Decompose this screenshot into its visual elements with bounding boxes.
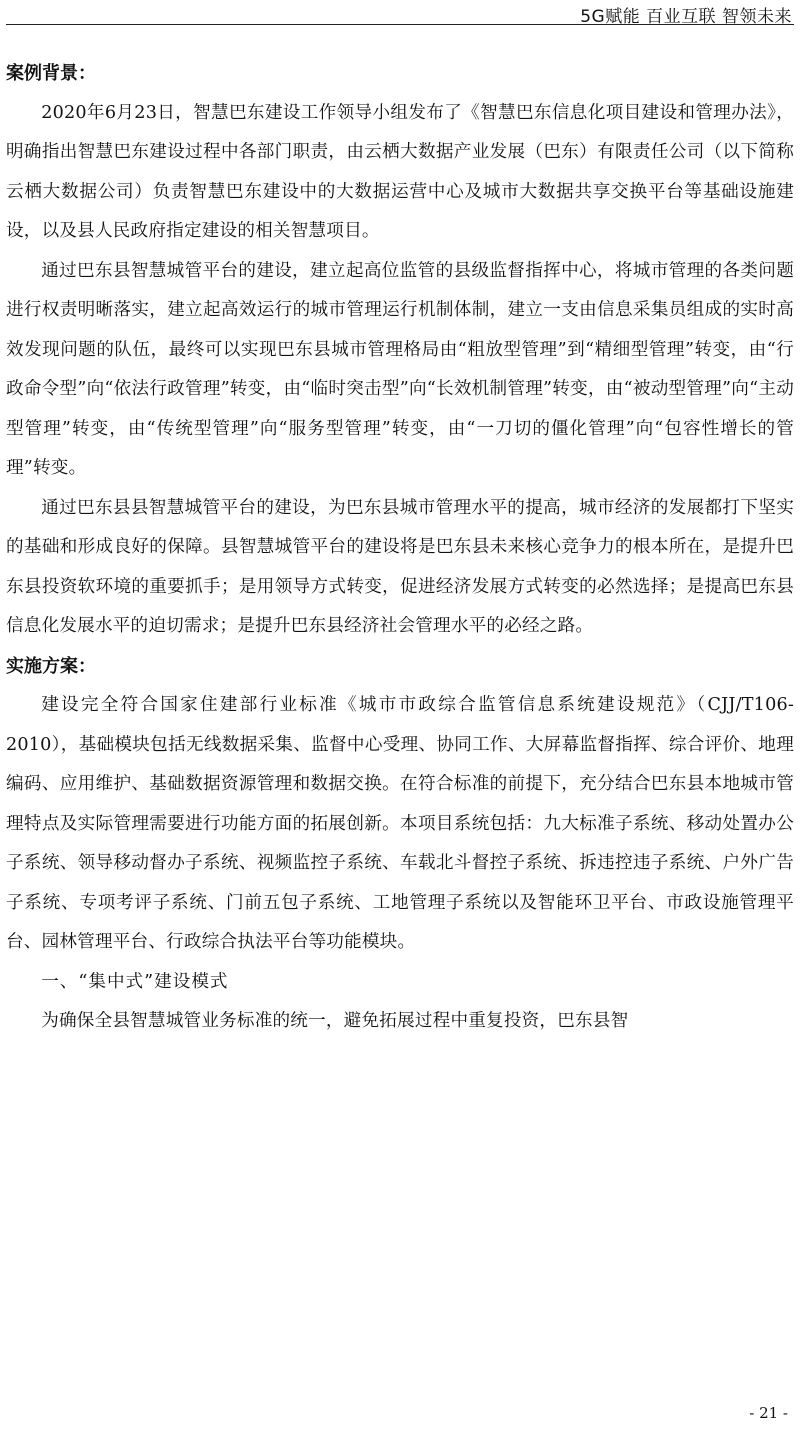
page-number: - 21 - — [749, 1404, 788, 1422]
header-tagline: 5G赋能 百业互联 智领未来 — [580, 7, 792, 27]
background-heading: 案例背景： — [6, 63, 96, 84]
plan-paragraph-1: 建设完全符合国家住建部行业标准《城市市政综合监管信息系统建设规范》（CJJ/T106-2010），基础模块包括无线数据采集、监督中心受理、协同工作、大屏幕监督指挥、综合评价、地理编码、应用维护、基础数据资源管理和数据交换。在符合标准的前提下，充分结合巴东县本地城市管理特点及实际管理需要进行功能方面的拓展创新。本项目系统包括：九大标准子系统、移动处置办公子系统、领导移动督办子系统、视频监控子系统、车载北斗督控子系统、拆违控违子系统、户外广告子系统、专项考评子系统、门前五包子系统、工地管理子系统以及智能环卫平台、市政设施管理平台、园林管理平台、行政综合执法平台等功能模块。 — [6, 695, 794, 952]
plan-paragraph-2: 为确保全县智慧城管业务标准的统一，避免拓展过程中重复投资，巴东县智 — [41, 1011, 629, 1031]
plan-subheading-1: 一、“集中式”建设模式 — [41, 971, 229, 992]
page-header — [6, 0, 794, 25]
background-paragraph-1: 2020年6月23日，智慧巴东建设工作领导小组发布了《智慧巴东信息化项目建设和管理办法》，明确指出智慧巴东建设过程中各部门职责，由云栖大数据产业发展（巴东）有限责任公司（以下简称云栖大数据公司）负责智慧巴东建设中的大数据运营中心及城市大数据共享交换平台等基础设施建设，以及县人民政府指定建设的相关智慧项目。 — [6, 102, 794, 241]
document-body — [6, 54, 794, 1042]
background-paragraph-3: 通过巴东县县智慧城管平台的建设，为巴东县城市管理水平的提高，城市经济的发展都打下坚实的基础和形成良好的保障。县智慧城管平台的建设将是巴东县未来核心竞争力的根本所在，是提升巴东县投资软环境的重要抓手；是用领导方式转变，促进经济发展方式转变的必然选择；是提高巴东县信息化发展水平的迫切需求；是提升巴东县经济社会管理水平的必经之路。 — [6, 497, 794, 636]
plan-heading: 实施方案： — [6, 655, 96, 677]
background-paragraph-2: 通过巴东县智慧城管平台的建设，建立起高位监管的县级监督指挥中心，将城市管理的各类问题进行权责明晰落实，建立起高效运行的城市管理运行机制体制，建立一支由信息采集员组成的实时高效发现问题的队伍，最终可以实现巴东县城市管理格局由“粗放型管理”到“精细型管理”转变，由“行政命令型”向“依法行政管理”转变，由“临时突击型”向“长效机制管理”转变，由“被动型管理”向“主动型管理”转变，由“传统型管理”向“服务型管理”转变，由“一刀切的僵化管理”向“包容性增长的管理”转变。 — [6, 260, 794, 478]
